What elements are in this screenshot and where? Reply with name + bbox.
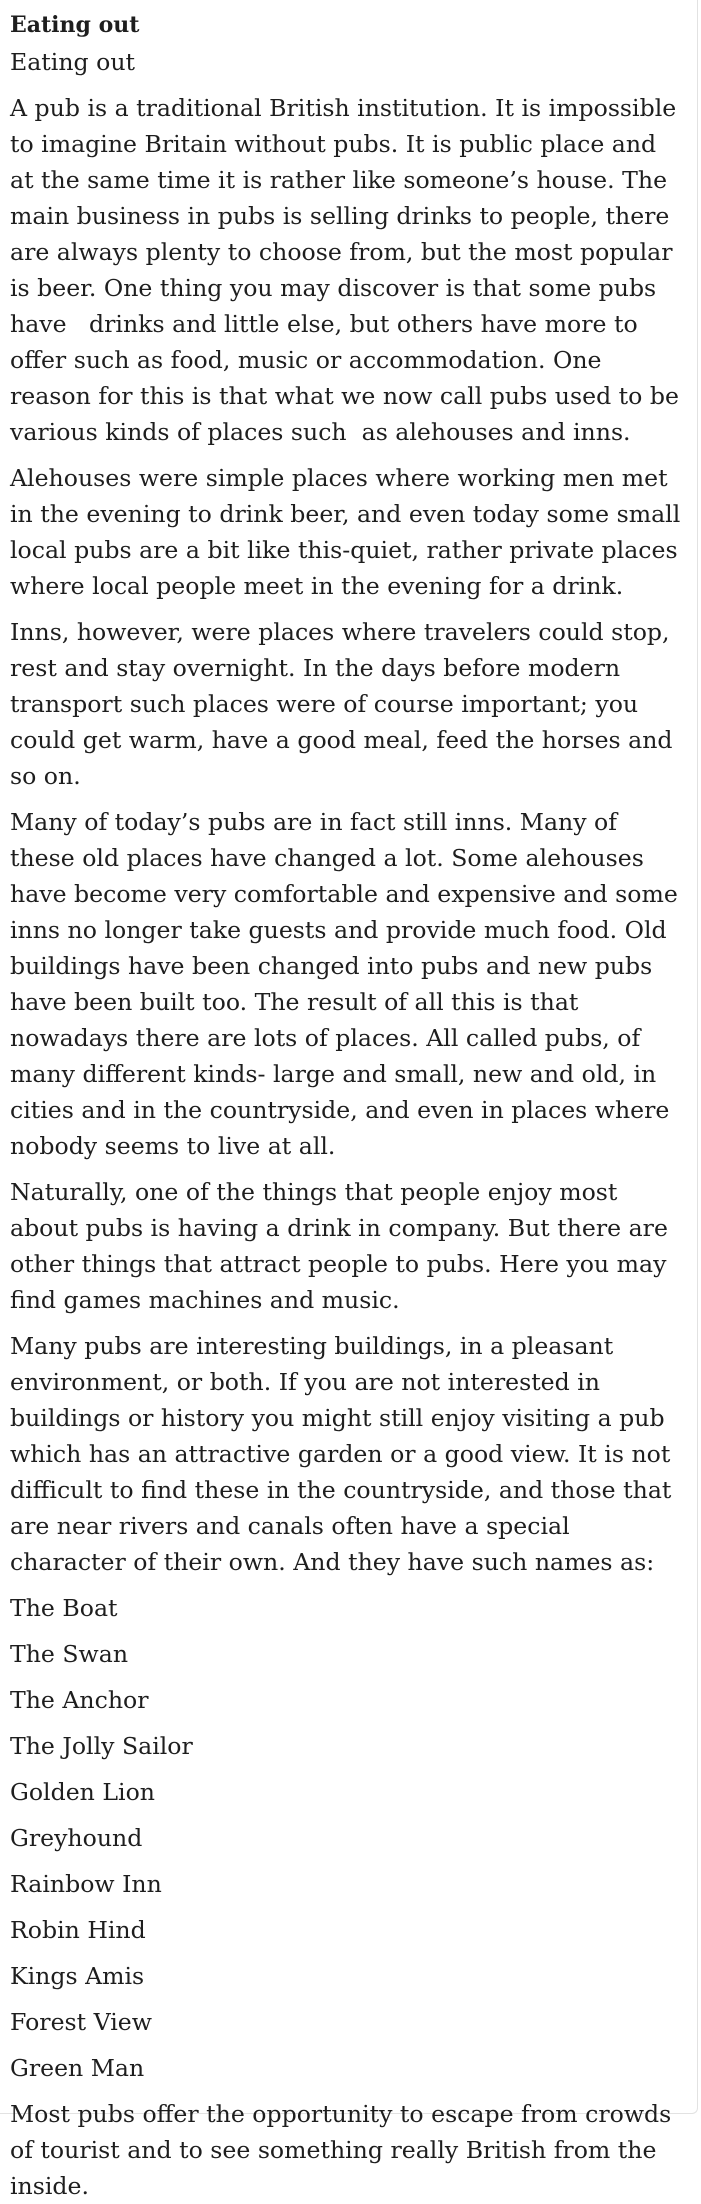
document-heading: Eating out [10,12,140,38]
list-item: Green Man [10,2054,145,2082]
paragraph-intro: A pub is a traditional British institution. It is impossible to imagine Britain without pubs. It is public place and at the same time it is rather like someone’s house. The main business in pubs is selling drinks to people, there are always plenty to choose from, but the most popular is beer. One thing you may discover is that some pubs have drinks and little else, but others have more to offer such as food, music or accommodation. One reason for this is that what we now call pubs used to be various kinds of places such as alehouses and inns. [10,94,687,446]
list-item: Robin Hind [10,1916,146,1944]
list-item: Rainbow Inn [10,1870,162,1898]
list-item: The Swan [10,1640,129,1668]
document-subtitle: Eating out [10,48,135,76]
list-item: Kings Amis [10,1962,145,1990]
list-item: Forest View [10,2008,152,2036]
list-item: The Anchor [10,1686,149,1714]
paragraph-todays-pubs: Many of today’s pubs are in fact still inns. Many of these old places have changed a lot. Some alehouses have become very comfortable and expensive and some inns no longer take guests and provide much food. Old buildings have been changed into pubs and new pubs have been built too. The result of all this is that nowadays there are lots of places. All called pubs, of many different kinds- large and small, new and old, in cities and in the countryside, and even in places where nobody seems to live at all. [10,808,686,1160]
paragraph-drink-in-company: Naturally, one of the things that people enjoy most about pubs is having a drink in company. But there are other things that attract people to pubs. Here you may find games machines and music. [10,1178,676,1314]
paragraph-inns: Inns, however, were places where travelers could stop, rest and stay overnight. In the days before modern transport such places were of course important; you could get warm, have a good meal, feed the horses and so on. [10,618,681,790]
list-item: Golden Lion [10,1778,155,1806]
paragraph-interesting-buildings: Many pubs are interesting buildings, in a pleasant environment, or both. If you are not interested in buildings or history you might still enjoy visiting a pub which has an attractive garden or a good view. It is not difficult to find these in the countryside, and those that are near rivers and canals often have a special character of their own. And they have such names as: [10,1332,679,1576]
paragraph-closing: Most pubs offer the opportunity to escape from crowds of tourist and to see something really British from the inside. [10,2100,679,2200]
list-item: The Boat [10,1594,118,1622]
list-item: Greyhound [10,1824,143,1852]
paragraph-alehouses: Alehouses were simple places where working men met in the evening to drink beer, and even today some small local pubs are a bit like this-quiet, rather private places where local people meet in the evening for a drink. [10,464,688,600]
pub-names-list [10,1590,687,2086]
list-item: The Jolly Sailor [10,1732,193,1760]
